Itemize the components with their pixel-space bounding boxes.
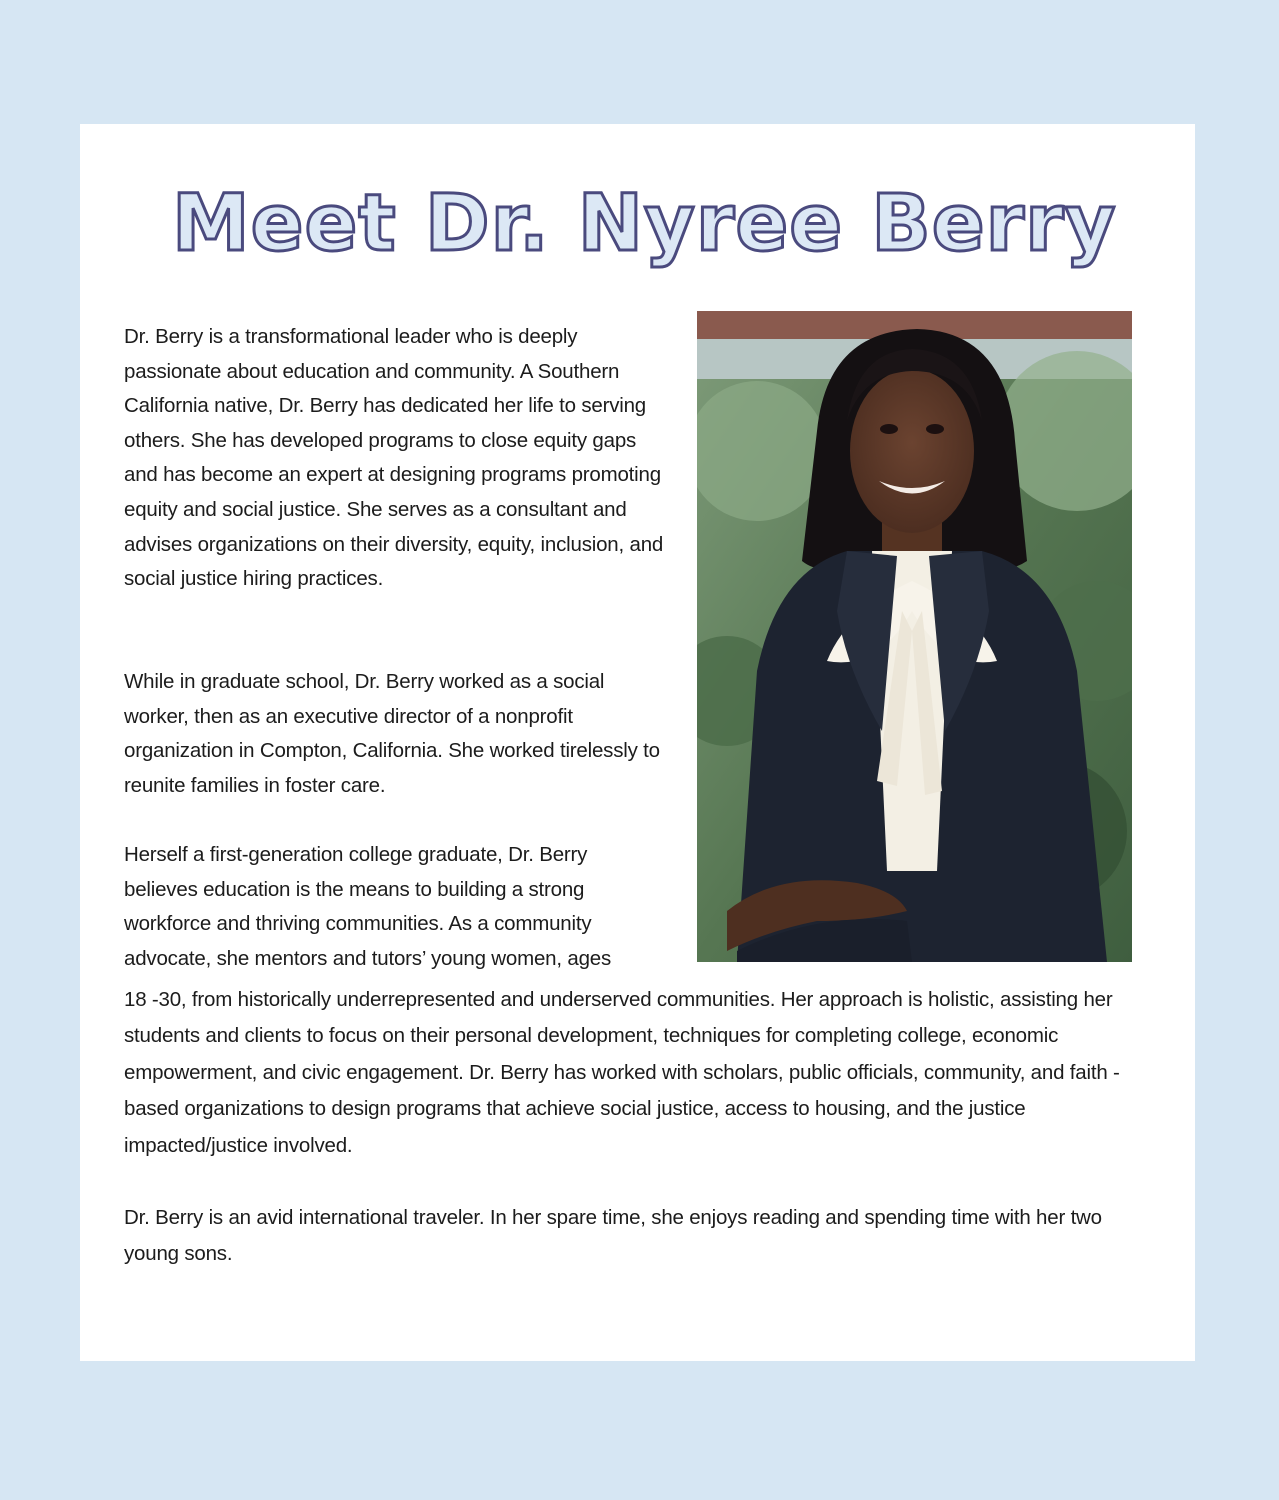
- portrait-illustration: [697, 311, 1132, 962]
- portrait-photo: [697, 311, 1132, 962]
- page-title: Meet Dr. Nyree Berry: [172, 179, 1117, 269]
- content-card: [80, 124, 1195, 1361]
- bio-paragraph-4: 18 -30, from historically underrepresented and underserved communities. Her approach is holistic, assisting her students and clients to focus on their personal development, techniques for completing college, economic empowerment, and civic engagement. Dr. Berry has worked with scholars, public officials, community, and faith - based organizations to design programs that achieve social justice, access to housing, and the justice impacted/justice involved.: [124, 988, 1120, 1157]
- bio-paragraph-2: While in graduate school, Dr. Berry worked as a social worker, then as an executive director of a nonprofit organization in Compton, California. She worked tirelessly to reunite families in foster care.: [124, 670, 660, 797]
- bio-paragraph-5: Dr. Berry is an avid international traveler. In her spare time, she enjoys reading and spending time with her two young sons.: [124, 1206, 1102, 1266]
- bio-paragraph-1: Dr. Berry is a transformational leader who is deeply passionate about education and community. A Southern California native, Dr. Berry has dedicated her life to serving others. She has developed programs to close equity gaps and has become an expert at designing programs promoting equity and social justice. She serves as a consultant and advises organizations on their diversity, equity, inclusion, and social justice hiring practices.: [124, 325, 664, 591]
- bio-paragraph-3: Herself a first-generation college graduate, Dr. Berry believes education is the means to building a strong workforce and thriving communities. As a community advocate, she mentors and tutors’ young women, ages: [124, 843, 612, 970]
